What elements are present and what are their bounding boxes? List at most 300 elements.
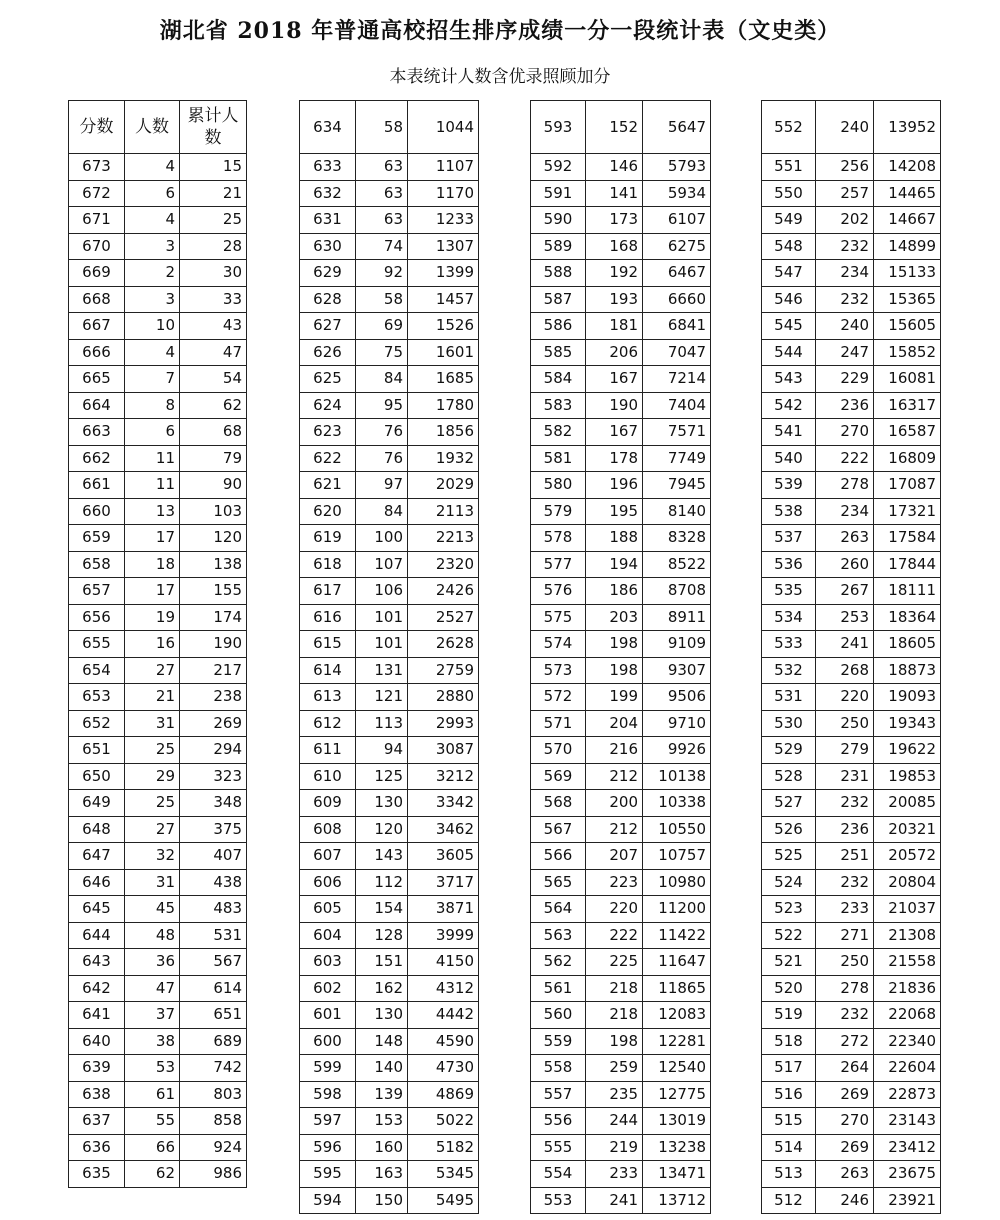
table-row [69,525,247,552]
score-cell: 563 [531,922,586,949]
cumulative-cell: 22068 [874,1002,941,1029]
table-row [762,498,941,525]
cumulative-cell: 21037 [874,896,941,923]
cumulative-cell: 1601 [408,339,479,366]
table-row [69,445,247,472]
cumulative-cell: 8708 [643,578,711,605]
cumulative-cell: 18605 [874,631,941,658]
count-cell: 120 [356,816,408,843]
cumulative-cell: 7945 [643,472,711,499]
table-row [69,869,247,896]
cumulative-cell: 483 [180,896,247,923]
table-row [300,392,479,419]
table-row [762,260,941,287]
table-row [762,710,941,737]
cumulative-cell: 6841 [643,313,711,340]
table-row [300,604,479,631]
count-cell: 10 [125,313,180,340]
table-row [531,869,711,896]
cumulative-cell: 15365 [874,286,941,313]
cumulative-cell: 651 [180,1002,247,1029]
count-cell: 240 [816,313,874,340]
table-row [762,949,941,976]
table-row [300,869,479,896]
count-cell: 222 [816,445,874,472]
table-row [531,1187,711,1214]
count-cell: 152 [586,101,643,154]
count-cell: 263 [816,1161,874,1188]
count-cell: 269 [816,1134,874,1161]
table-row [762,445,941,472]
score-cell: 524 [762,869,816,896]
score-cell: 669 [69,260,125,287]
table-row [69,737,247,764]
table-row [300,498,479,525]
cumulative-cell: 12540 [643,1055,711,1082]
score-cell: 652 [69,710,125,737]
count-cell: 232 [816,233,874,260]
cumulative-cell: 15852 [874,339,941,366]
count-cell: 244 [586,1108,643,1135]
score-cell: 527 [762,790,816,817]
cumulative-cell: 10338 [643,790,711,817]
count-cell: 101 [356,631,408,658]
cumulative-cell: 15605 [874,313,941,340]
score-cell: 575 [531,604,586,631]
count-cell: 181 [586,313,643,340]
count-cell: 231 [816,763,874,790]
score-cell: 642 [69,975,125,1002]
count-cell: 95 [356,392,408,419]
score-cell: 655 [69,631,125,658]
score-cell: 532 [762,657,816,684]
score-cell: 606 [300,869,356,896]
count-cell: 192 [586,260,643,287]
count-cell: 257 [816,180,874,207]
cumulative-cell: 742 [180,1055,247,1082]
count-cell: 153 [356,1108,408,1135]
cumulative-cell: 20804 [874,869,941,896]
score-cell: 559 [531,1028,586,1055]
table-row [531,763,711,790]
count-cell: 11 [125,445,180,472]
score-cell: 577 [531,551,586,578]
score-cell: 643 [69,949,125,976]
count-cell: 268 [816,657,874,684]
table-row [531,207,711,234]
table-row [69,339,247,366]
cumulative-cell: 9506 [643,684,711,711]
score-cell: 547 [762,260,816,287]
score-cell: 661 [69,472,125,499]
cumulative-cell: 407 [180,843,247,870]
table-row [300,657,479,684]
cumulative-cell: 19343 [874,710,941,737]
count-cell: 48 [125,922,180,949]
table-row [762,1161,941,1188]
score-cell: 571 [531,710,586,737]
cumulative-cell: 11865 [643,975,711,1002]
count-cell: 154 [356,896,408,923]
count-cell: 21 [125,684,180,711]
count-cell: 270 [816,419,874,446]
score-cell: 607 [300,843,356,870]
table-row [300,922,479,949]
table-row [300,737,479,764]
table-row [531,525,711,552]
cumulative-cell: 23675 [874,1161,941,1188]
count-cell: 218 [586,975,643,1002]
count-cell: 229 [816,366,874,393]
score-cell: 597 [300,1108,356,1135]
table-row [300,154,479,181]
count-cell: 63 [356,180,408,207]
score-cell: 616 [300,604,356,631]
table-row [300,843,479,870]
cumulative-cell: 8522 [643,551,711,578]
count-cell: 234 [816,260,874,287]
cumulative-cell: 803 [180,1081,247,1108]
table-row [69,604,247,631]
cumulative-cell: 17584 [874,525,941,552]
score-cell: 523 [762,896,816,923]
cumulative-cell: 2113 [408,498,479,525]
cumulative-cell: 7214 [643,366,711,393]
cumulative-cell: 438 [180,869,247,896]
score-cell: 667 [69,313,125,340]
score-cell: 580 [531,472,586,499]
count-cell: 233 [586,1161,643,1188]
cumulative-cell: 13712 [643,1187,711,1214]
score-cell: 522 [762,922,816,949]
cumulative-cell: 858 [180,1108,247,1135]
count-cell: 37 [125,1002,180,1029]
count-cell: 17 [125,578,180,605]
count-cell: 17 [125,525,180,552]
score-cell: 670 [69,233,125,260]
score-cell: 635 [69,1161,125,1188]
table-row [762,763,941,790]
score-cell: 588 [531,260,586,287]
table-row [531,578,711,605]
score-table-3 [530,100,711,1214]
count-cell: 128 [356,922,408,949]
score-cell: 618 [300,551,356,578]
score-cell: 654 [69,657,125,684]
score-cell: 599 [300,1055,356,1082]
cumulative-cell: 90 [180,472,247,499]
score-cell: 530 [762,710,816,737]
cumulative-cell: 22873 [874,1081,941,1108]
score-cell: 659 [69,525,125,552]
cumulative-cell: 294 [180,737,247,764]
table-row [531,1161,711,1188]
table-row [762,896,941,923]
cumulative-cell: 13019 [643,1108,711,1135]
score-cell: 549 [762,207,816,234]
count-cell: 272 [816,1028,874,1055]
table-row [300,339,479,366]
score-cell: 536 [762,551,816,578]
count-cell: 27 [125,816,180,843]
cumulative-cell: 12775 [643,1081,711,1108]
score-cell: 573 [531,657,586,684]
score-cell: 537 [762,525,816,552]
cumulative-cell: 18364 [874,604,941,631]
score-cell: 627 [300,313,356,340]
table-row [762,233,941,260]
score-cell: 528 [762,763,816,790]
cumulative-cell: 7047 [643,339,711,366]
count-cell: 4 [125,154,180,181]
cumulative-cell: 6660 [643,286,711,313]
score-cell: 542 [762,392,816,419]
count-cell: 236 [816,392,874,419]
count-cell: 253 [816,604,874,631]
count-cell: 75 [356,339,408,366]
table-row [300,975,479,1002]
count-cell: 207 [586,843,643,870]
table-row [531,1028,711,1055]
count-cell: 220 [816,684,874,711]
cumulative-cell: 17321 [874,498,941,525]
count-cell: 235 [586,1081,643,1108]
table-row [300,1187,479,1214]
table-row [762,392,941,419]
score-cell: 566 [531,843,586,870]
table-row [300,763,479,790]
count-cell: 278 [816,472,874,499]
score-cell: 562 [531,949,586,976]
count-cell: 84 [356,366,408,393]
score-cell: 609 [300,790,356,817]
count-cell: 112 [356,869,408,896]
cumulative-cell: 2213 [408,525,479,552]
count-cell: 225 [586,949,643,976]
table-row [69,763,247,790]
table-row [300,180,479,207]
score-cell: 589 [531,233,586,260]
count-cell: 61 [125,1081,180,1108]
cumulative-cell: 3605 [408,843,479,870]
cumulative-cell: 12083 [643,1002,711,1029]
score-cell: 660 [69,498,125,525]
count-cell: 31 [125,869,180,896]
cumulative-cell: 2759 [408,657,479,684]
cumulative-cell: 4869 [408,1081,479,1108]
score-cell: 555 [531,1134,586,1161]
cumulative-cell: 6107 [643,207,711,234]
score-cell: 639 [69,1055,125,1082]
table-row [300,551,479,578]
cumulative-cell: 8328 [643,525,711,552]
score-cell: 637 [69,1108,125,1135]
score-cell: 538 [762,498,816,525]
count-cell: 279 [816,737,874,764]
score-cell: 587 [531,286,586,313]
count-cell: 219 [586,1134,643,1161]
count-cell: 200 [586,790,643,817]
table-row [300,472,479,499]
table-row [762,657,941,684]
table-row [300,1108,479,1135]
score-cell: 621 [300,472,356,499]
table-row [762,578,941,605]
table-row [300,1161,479,1188]
count-cell: 167 [586,366,643,393]
table-row [762,1081,941,1108]
score-cell: 539 [762,472,816,499]
table-row [69,1161,247,1188]
count-cell: 19 [125,604,180,631]
count-cell: 203 [586,604,643,631]
table-row [300,233,479,260]
score-cell: 610 [300,763,356,790]
cumulative-cell: 3212 [408,763,479,790]
cumulative-cell: 22604 [874,1055,941,1082]
count-cell: 66 [125,1134,180,1161]
score-cell: 591 [531,180,586,207]
count-cell: 223 [586,869,643,896]
cumulative-cell: 62 [180,392,247,419]
score-cell: 576 [531,578,586,605]
table-row [300,1055,479,1082]
cumulative-cell: 79 [180,445,247,472]
table-row [300,949,479,976]
cumulative-cell: 3871 [408,896,479,923]
cumulative-cell: 14208 [874,154,941,181]
header-cumulative: 累计人数 [180,101,247,154]
table-row [69,233,247,260]
table-row [531,472,711,499]
cumulative-cell: 5793 [643,154,711,181]
table-row [762,525,941,552]
table-row [69,1108,247,1135]
cumulative-cell: 16317 [874,392,941,419]
table-row [69,1055,247,1082]
score-cell: 521 [762,949,816,976]
score-cell: 550 [762,180,816,207]
score-cell: 626 [300,339,356,366]
table-row [300,445,479,472]
score-cell: 568 [531,790,586,817]
score-cell: 516 [762,1081,816,1108]
cumulative-cell: 4442 [408,1002,479,1029]
score-cell: 553 [531,1187,586,1214]
table-row [762,790,941,817]
count-cell: 196 [586,472,643,499]
table-row [762,1134,941,1161]
table-row [762,816,941,843]
score-cell: 565 [531,869,586,896]
count-cell: 140 [356,1055,408,1082]
score-cell: 615 [300,631,356,658]
score-cell: 628 [300,286,356,313]
count-cell: 94 [356,737,408,764]
cumulative-cell: 5182 [408,1134,479,1161]
score-cell: 560 [531,1002,586,1029]
cumulative-cell: 22340 [874,1028,941,1055]
table-row [531,604,711,631]
table-row [300,710,479,737]
cumulative-cell: 33 [180,286,247,313]
score-cell: 603 [300,949,356,976]
cumulative-cell: 10550 [643,816,711,843]
score-cell: 581 [531,445,586,472]
table-row [69,922,247,949]
cumulative-cell: 5647 [643,101,711,154]
cumulative-cell: 1856 [408,419,479,446]
table-row [300,1028,479,1055]
cumulative-cell: 190 [180,631,247,658]
score-cell: 518 [762,1028,816,1055]
table-row [300,896,479,923]
cumulative-cell: 43 [180,313,247,340]
table-row [300,578,479,605]
count-cell: 222 [586,922,643,949]
table-row [69,472,247,499]
score-cell: 520 [762,975,816,1002]
count-cell: 53 [125,1055,180,1082]
count-cell: 101 [356,604,408,631]
count-cell: 264 [816,1055,874,1082]
table-row [531,1108,711,1135]
count-cell: 32 [125,843,180,870]
score-cell: 625 [300,366,356,393]
page-subtitle: 本表统计人数含优录照顾加分 [389,67,611,87]
score-cell: 574 [531,631,586,658]
table-row [69,975,247,1002]
count-cell: 194 [586,551,643,578]
score-cell: 526 [762,816,816,843]
score-cell: 572 [531,684,586,711]
score-cell: 548 [762,233,816,260]
cumulative-cell: 323 [180,763,247,790]
score-cell: 534 [762,604,816,631]
count-cell: 216 [586,737,643,764]
cumulative-cell: 1170 [408,180,479,207]
table-row [69,816,247,843]
cumulative-cell: 2527 [408,604,479,631]
count-cell: 11 [125,472,180,499]
cumulative-cell: 1307 [408,233,479,260]
count-cell: 16 [125,631,180,658]
table-row [69,180,247,207]
cumulative-cell: 269 [180,710,247,737]
table-row [531,101,711,154]
count-cell: 150 [356,1187,408,1214]
cumulative-cell: 531 [180,922,247,949]
count-cell: 6 [125,180,180,207]
table-row [531,551,711,578]
score-cell: 645 [69,896,125,923]
score-cell: 529 [762,737,816,764]
cumulative-cell: 138 [180,551,247,578]
cumulative-cell: 7404 [643,392,711,419]
count-cell: 247 [816,339,874,366]
count-cell: 121 [356,684,408,711]
count-cell: 25 [125,790,180,817]
cumulative-cell: 9710 [643,710,711,737]
cumulative-cell: 5495 [408,1187,479,1214]
count-cell: 251 [816,843,874,870]
count-cell: 260 [816,551,874,578]
score-cell: 634 [300,101,356,154]
score-cell: 525 [762,843,816,870]
table-row [300,313,479,340]
score-cell: 517 [762,1055,816,1082]
table-row [531,631,711,658]
